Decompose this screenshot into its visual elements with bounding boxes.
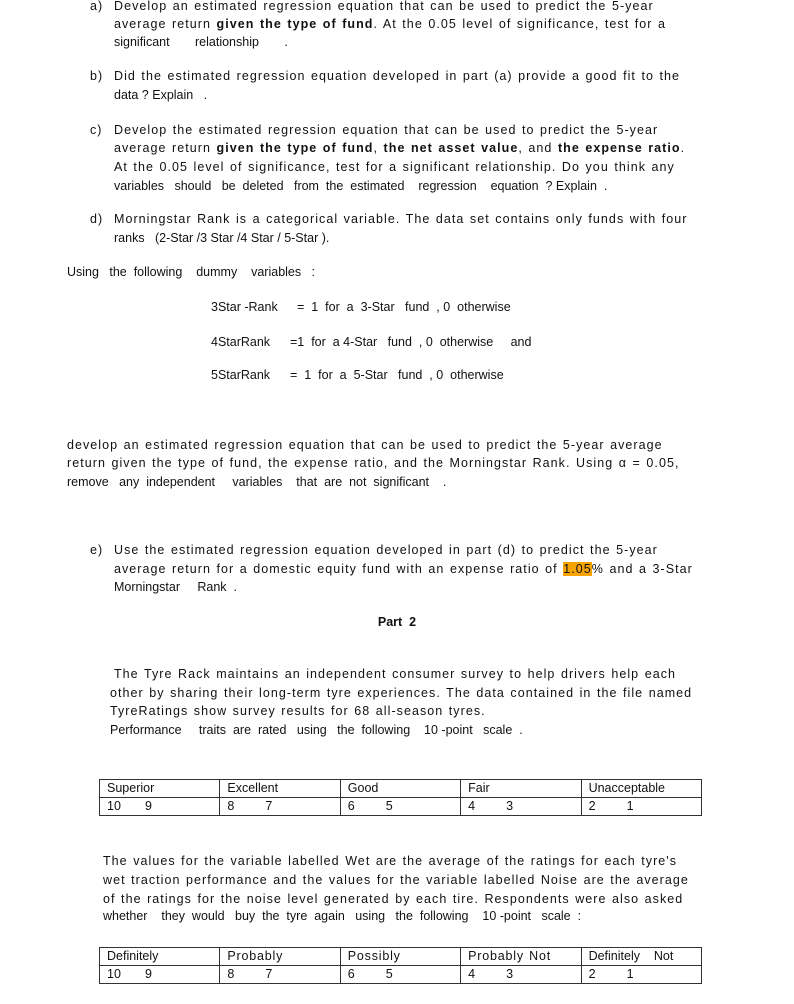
part-a-line-1: Develop an estimated regression equation that can be used to predict the 5-year <box>114 0 654 13</box>
wet-para-line-2: wet traction performance and the values for the variable labelled Noise are the average <box>103 873 689 887</box>
part-a-bold-fund-type: given the type of fund <box>216 17 374 31</box>
table-header: Definitely Not <box>581 948 701 966</box>
part-e-line-1: Use the estimated regression equation developed in part (d) to predict the 5-year <box>114 543 658 557</box>
part-c-line-1: Develop the estimated regression equation that can be used to predict the 5-year <box>114 123 659 137</box>
part-c-line-2: average return given the type of fund, the net asset value, and the expense ratio. <box>114 141 686 155</box>
part-2-heading: Part 2 <box>377 615 417 629</box>
part-b-label: b) <box>90 69 104 83</box>
part-c-line-4: variables should be deleted from the estimated regression equation ? Explain . <box>114 179 608 193</box>
part-2-para-line-2: other by sharing their long-term tyre experiences. The data contained in the file named <box>110 686 693 700</box>
part-d-label: d) <box>90 212 104 226</box>
dummy-var-3star-name: 3Star -Rank <box>211 300 278 314</box>
part-a-line-3: significant relationship . <box>114 35 288 49</box>
table-header: Excellent <box>220 780 340 798</box>
part-e-line-3: Morningstar Rank . <box>114 580 237 594</box>
wet-para-line-4: whether they would buy the tyre again using the following 10 -point scale : <box>103 909 582 923</box>
performance-scale-table <box>99 779 702 816</box>
dummy-intro: Using the following dummy variables : <box>67 265 316 279</box>
wet-para-line-1: The values for the variable labelled Wet are the average of the ratings for each tyre's <box>103 854 678 868</box>
dummy-var-4star-name: 4StarRank <box>211 335 271 349</box>
develop-line-1: develop an estimated regression equation that can be used to predict the 5-year average <box>67 438 663 452</box>
dummy-var-5star-def: = 1 for a 5-Star fund , 0 otherwise <box>290 368 504 382</box>
table-header: Unacceptable <box>581 780 701 798</box>
table-cell: 6 5 <box>340 966 460 984</box>
table-cell: 10 9 <box>100 966 220 984</box>
table-cell: 8 7 <box>220 966 340 984</box>
table-header: Superior <box>100 780 220 798</box>
table-cell: 2 1 <box>581 966 701 984</box>
table-cell: 4 3 <box>461 966 581 984</box>
table-row <box>100 798 702 816</box>
table-header: Fair <box>461 780 581 798</box>
dummy-var-3star-def: = 1 for a 3-Star fund , 0 otherwise <box>297 300 511 314</box>
table-cell: 4 3 <box>461 798 581 816</box>
table-header: Probably Not <box>461 948 581 966</box>
part-a-line-2: average return given the type of fund. At the 0.05 level of significance, test for a <box>114 17 667 31</box>
table-cell: 6 5 <box>340 798 460 816</box>
table-header-row <box>100 780 702 798</box>
buy-again-scale-table <box>99 947 702 984</box>
highlighted-expense-ratio: 1.05 <box>563 562 592 576</box>
develop-line-3: remove any independent variables that are not significant . <box>67 475 447 489</box>
part-d-line-1: Morningstar Rank is a categorical variable. The data set contains only funds with four <box>114 212 688 226</box>
part-a-label: a) <box>90 0 104 13</box>
table-row <box>100 966 702 984</box>
part-b-line-2: data ? Explain . <box>114 88 208 102</box>
part-d-line-2: ranks (2-Star /3 Star /4 Star / 5-Star ). <box>114 231 330 245</box>
part-b-line-1: Did the estimated regression equation developed in part (a) provide a good fit to the <box>114 69 681 83</box>
table-cell: 2 1 <box>581 798 701 816</box>
table-header: Definitely <box>100 948 220 966</box>
table-header: Probably <box>220 948 340 966</box>
dummy-var-5star-name: 5StarRank <box>211 368 271 382</box>
part-2-para-line-4: Performance traits are rated using the following 10 -point scale . <box>110 723 523 737</box>
part-2-para-line-1: The Tyre Rack maintains an independent consumer survey to help drivers help each <box>114 667 676 681</box>
table-cell: 10 9 <box>100 798 220 816</box>
part-e-label: e) <box>90 543 104 557</box>
table-header-row <box>100 948 702 966</box>
part-e-line-2: average return for a domestic equity fund with an expense ratio of 1.05% and a 3-Star <box>114 562 693 576</box>
part-c-label: c) <box>90 123 103 137</box>
table-cell: 8 7 <box>220 798 340 816</box>
wet-para-line-3: of the ratings for the noise level generated by each tire. Respondents were also asked <box>103 892 684 906</box>
part-c-line-3: At the 0.05 level of significance, test for a significant relationship. Do you think any <box>114 160 675 174</box>
part-2-para-line-3: TyreRatings show survey results for 68 all-season tyres. <box>110 704 486 718</box>
table-header: Possibly <box>340 948 460 966</box>
table-header: Good <box>340 780 460 798</box>
dummy-var-4star-def: =1 for a 4-Star fund , 0 otherwise and <box>290 335 532 349</box>
develop-line-2: return given the type of fund, the expense ratio, and the Morningstar Rank. Using α = 0.05, <box>67 456 680 470</box>
